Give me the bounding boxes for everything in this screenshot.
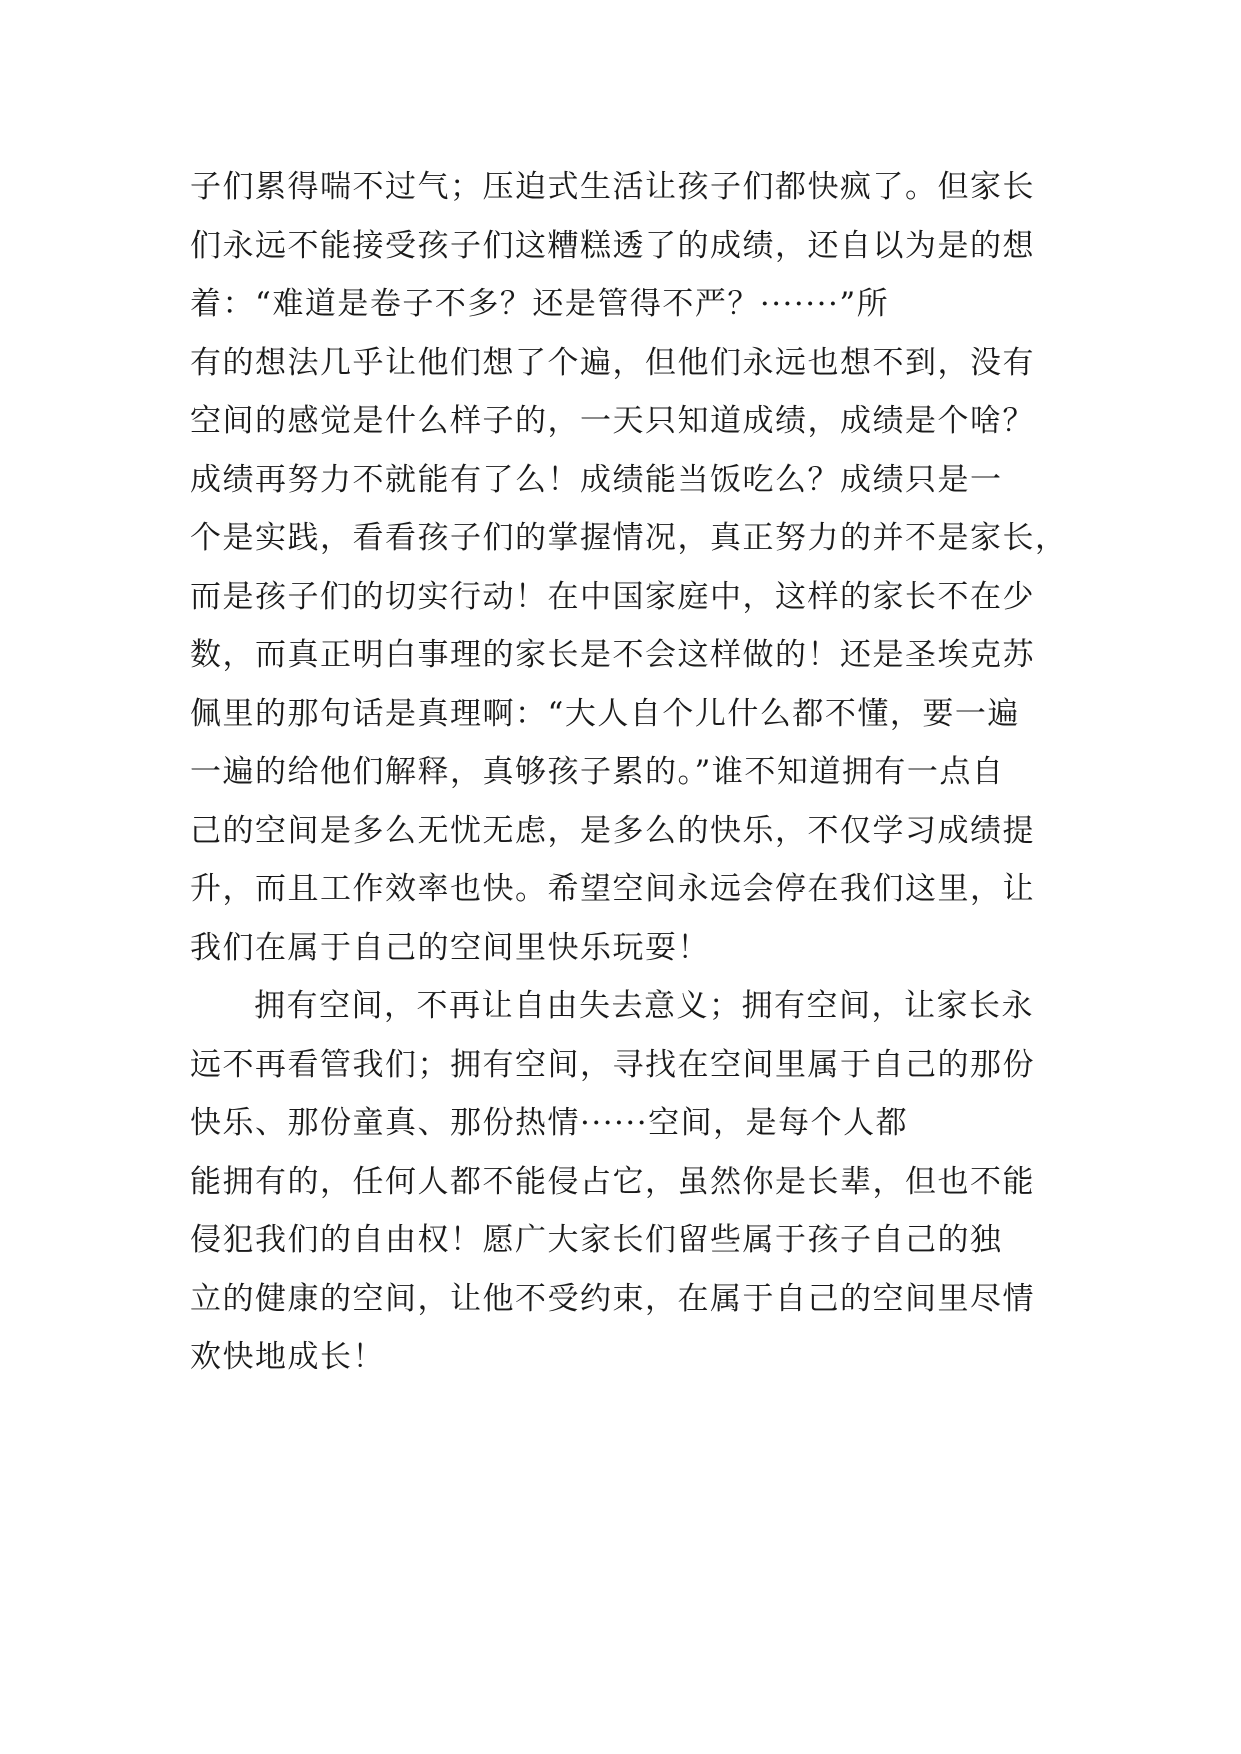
text-line: 们永远不能接受孩子们这糟糕透了的成绩，还自以为是的想: [190, 227, 1035, 264]
text-line: 己的空间是多么无忧无虑，是多么的快乐，不仅学习成绩提: [190, 812, 1035, 849]
text-line: 侵犯我们的自由权！愿广大家长们留些属于孩子自己的独: [190, 1222, 1003, 1258]
text-line: 成绩再努力不就能有了么！成绩能当饭吃么？成绩只是一: [190, 461, 1003, 498]
text-line: 而是孩子们的切实行动！在中国家庭中，这样的家长不在少: [190, 578, 1035, 615]
text-line: 子们累得喘不过气；压迫式生活让孩子们都快疯了。但家长: [190, 169, 1035, 205]
text-line: 空间的感觉是什么样子的，一天只知道成绩，成绩是个啥？: [190, 403, 1035, 439]
text-line: 欢快地成长！: [190, 1339, 385, 1375]
text-line: 升，而且工作效率也快。希望空间永远会停在我们这里，让: [190, 871, 1035, 907]
text-line: 个是实践，看看孩子们的掌握情况，真正努力的并不是家长，: [190, 520, 1068, 556]
paragraph-start-line: 拥有空间，不再让自由失去意义；拥有空间，让家长永: [254, 988, 1034, 1024]
text-line: 一遍的给他们解释，真够孩子累的。”谁不知道拥有一点自: [190, 754, 1005, 790]
text-line: 有的想法几乎让他们想了个遍，但他们永远也想不到，没有: [190, 344, 1035, 381]
text-line: 远不再看管我们；拥有空间，寻找在空间里属于自己的那份: [190, 1046, 1035, 1083]
body-text: [190, 158, 1068, 1387]
text-line: 佩里的那句话是真理啊：“大人自个儿什么都不懂，要一遍: [190, 695, 1020, 732]
text-line: 我们在属于自己的空间里快乐玩耍！: [190, 929, 710, 966]
text-line: 着：“难道是卷子不多？还是管得不严？·······”所: [190, 286, 890, 322]
text-line: 能拥有的，任何人都不能侵占它，虽然你是长辈，但也不能: [190, 1163, 1035, 1200]
text-line: 数，而真正明白事理的家长是不会这样做的！还是圣埃克苏: [190, 637, 1035, 673]
text-line: 立的健康的空间，让他不受约束，在属于自己的空间里尽情: [190, 1280, 1035, 1317]
text-line: 快乐、那份童真、那份热情······空间，是每个人都: [190, 1105, 909, 1141]
